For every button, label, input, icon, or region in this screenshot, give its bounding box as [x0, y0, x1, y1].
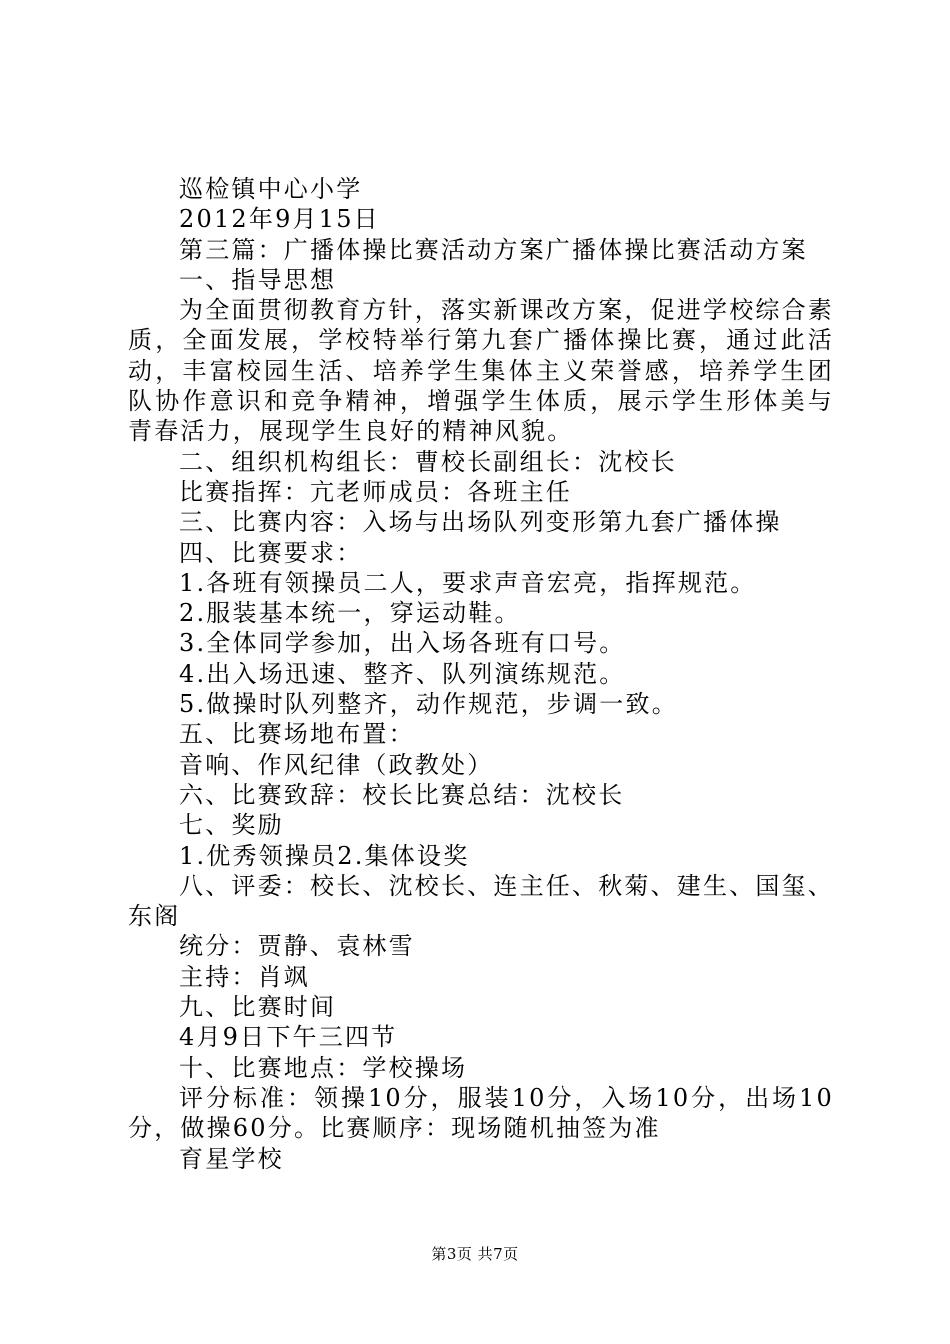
- heading-guiding-idea: 一、指导思想: [179, 265, 337, 294]
- scoring-criteria: 评分标准：领操10分，服装10分，入场10分，出场10分，做操60分。比赛顺序：现场随机抽签为准: [128, 1083, 834, 1143]
- venue-setup-detail: 音响、作风纪律（政教处）: [179, 750, 494, 779]
- heading-content: 三、比赛内容：入场与出场队列变形第九套广播体操: [179, 508, 782, 537]
- requirement-item: 3.全体同学参加，出入场各班有口号。: [179, 629, 626, 658]
- requirement-item: 5.做操时队列整齐，动作规范，步调一致。: [179, 690, 678, 719]
- scorers-line: 统分：贾静、袁林雪: [179, 932, 415, 961]
- heading-judges: 八、评委：校长、沈校长、连主任、秋菊、建生、国玺、东阁: [128, 871, 834, 931]
- heading-location: 十、比赛地点：学校操场: [179, 1053, 468, 1082]
- organization-members: 比赛指挥：亢老师成员：各班主任: [179, 477, 572, 506]
- heading-time: 九、比赛时间: [179, 993, 337, 1022]
- guiding-idea-paragraph: 为全面贯彻教育方针，落实新课改方案，促进学校综合素质，全面发展，学校特举行第九套广播体操比赛，通过此活动，丰富校园生活、培养学生集体主义荣誉感，培养学生团队协作意识和竞争精神，增强学生体质，展示学生形体美与青春活力，展现学生良好的精神风貌。: [128, 296, 834, 446]
- time-detail: 4月9日下午三四节: [179, 1023, 398, 1052]
- requirement-item: 2.服装基本统一，穿运动鞋。: [179, 599, 521, 628]
- school-name: 巡检镇中心小学: [179, 175, 363, 203]
- host-line: 主持：肖飒: [179, 962, 310, 991]
- heading-requirements: 四、比赛要求：: [179, 538, 363, 567]
- requirement-item: 1.各班有领操员二人，要求声音宏亮，指挥规范。: [179, 568, 757, 597]
- page-number-footer: 第3页 共7页: [431, 1245, 519, 1263]
- school-signature: 育星学校: [179, 1144, 284, 1173]
- heading-speech: 六、比赛致辞：校长比赛总结：沈校长: [179, 780, 625, 809]
- heading-venue-setup: 五、比赛场地布置：: [179, 720, 415, 749]
- requirement-item: 4.出入场迅速、整齐、队列演练规范。: [179, 659, 626, 688]
- document-body: [128, 174, 834, 1174]
- section-title: 第三篇：广播体操比赛活动方案广播体操比赛活动方案: [179, 235, 808, 264]
- heading-awards: 七、奖励: [179, 811, 284, 840]
- date-line: 2012年9月15日: [179, 205, 380, 234]
- heading-organization: 二、组织机构组长：曹校长副组长：沈校长: [179, 447, 677, 476]
- awards-detail: 1.优秀领操员2.集体设奖: [179, 841, 470, 870]
